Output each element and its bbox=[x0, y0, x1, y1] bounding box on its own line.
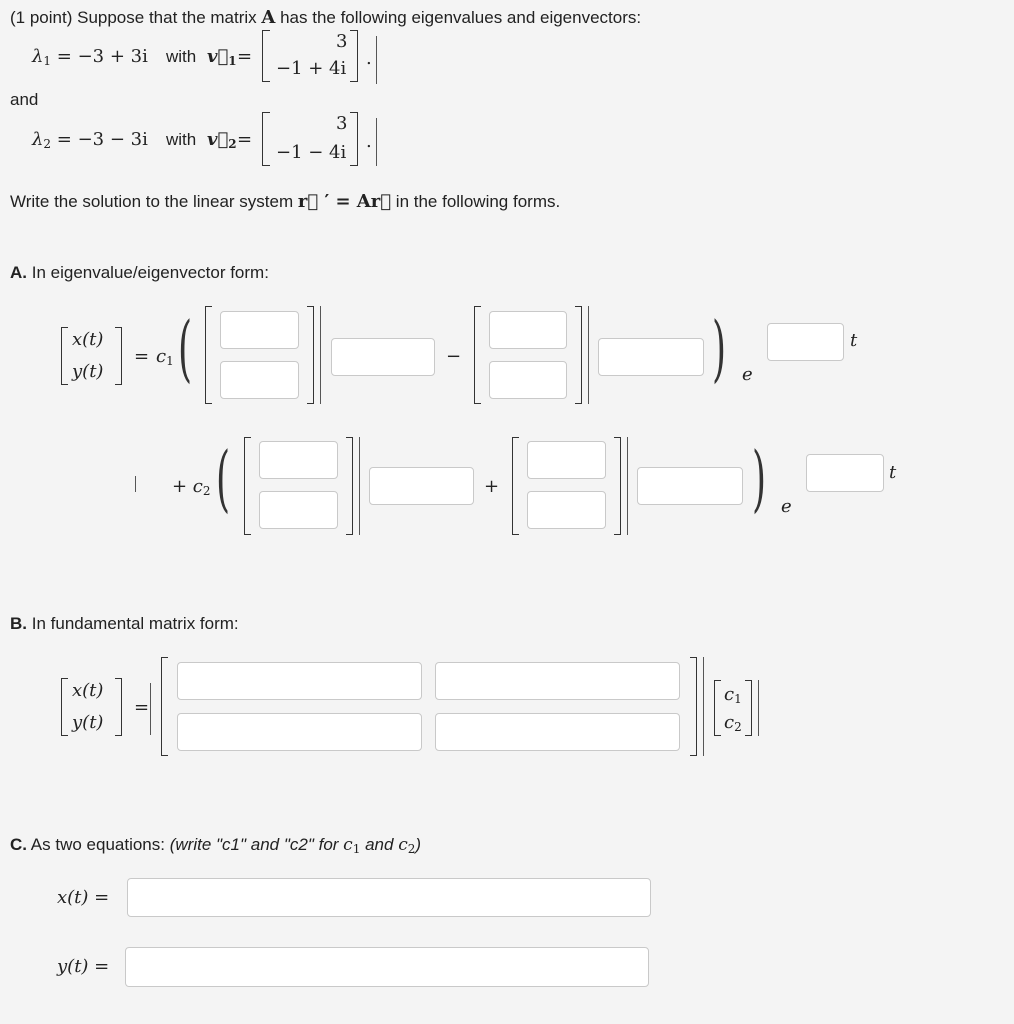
cursor-mark bbox=[588, 306, 589, 404]
with-label-2: with bbox=[166, 130, 197, 149]
part-a-row2-close-paren: ) bbox=[752, 439, 767, 521]
part-a-row1-exp-t: t bbox=[850, 330, 858, 351]
part-a-row1-vec1-left-bracket bbox=[205, 306, 212, 404]
system-equation: r⃗ ′ = Ar⃗ bbox=[297, 191, 392, 212]
part-a-row1-open-paren: ( bbox=[178, 309, 193, 391]
part-a-row1-vec2-right-bracket bbox=[575, 306, 582, 404]
part-a-row1-func2-input[interactable] bbox=[598, 338, 704, 376]
point-label: (1 point) bbox=[10, 8, 73, 27]
part-a-row1-vec2-bottom-input[interactable] bbox=[489, 361, 567, 399]
part-b-heading: B. In fundamental matrix form: bbox=[10, 614, 239, 633]
part-a-row2-vec2-top-input[interactable] bbox=[527, 441, 606, 479]
eigenvector-1-right-bracket bbox=[350, 30, 358, 82]
part-a-lhs-left-bracket bbox=[61, 327, 68, 385]
part-a-lhs-x: x(t) bbox=[72, 329, 104, 350]
part-a-row1-exponent-input[interactable] bbox=[767, 323, 844, 361]
eigenvector-2-bottom: −1 − 4i bbox=[276, 142, 347, 163]
eigenvector-2-left-bracket bbox=[262, 112, 270, 166]
part-b-matrix-left-bracket bbox=[161, 657, 168, 756]
part-a-lhs-right-bracket bbox=[115, 327, 122, 385]
eigenvector-2-top: 3 bbox=[336, 113, 348, 134]
eigenvalue-2-value: = −3 − 3i bbox=[56, 129, 148, 150]
part-b-eq: = bbox=[134, 697, 150, 718]
part-a-row2-vec1-left-bracket bbox=[244, 437, 251, 535]
cursor-mark bbox=[627, 437, 628, 535]
cursor-mark bbox=[320, 306, 321, 404]
part-a-lhs-y: y(t) bbox=[72, 361, 104, 382]
eigenvalue-1: $\lambda_1 = -3 + 3i$ bbox=[32, 46, 148, 68]
cursor-mark bbox=[376, 118, 377, 166]
with-label-1: with bbox=[166, 47, 197, 66]
part-b-matrix-right-bracket bbox=[690, 657, 697, 756]
part-c-heading: C. As two equations: (write "c1" and "c2" for $c_1$ and $c_2$) bbox=[10, 835, 422, 856]
part-a-c1: $c_1$ bbox=[156, 346, 174, 368]
part-c-x-input[interactable] bbox=[127, 878, 651, 917]
part-a-row2-func1-input[interactable] bbox=[369, 467, 474, 505]
part-a-row2-exponent-input[interactable] bbox=[806, 454, 884, 492]
eigenvector-1-period: . bbox=[366, 48, 372, 69]
part-a-row1-exp-e: e bbox=[742, 364, 753, 385]
part-a-row2-exp-t: t bbox=[889, 462, 897, 483]
cursor-mark bbox=[359, 437, 360, 535]
cursor-mark bbox=[703, 657, 704, 756]
part-c-x-label: x(t) = bbox=[57, 887, 110, 908]
part-a-row1-vec1-top-input[interactable] bbox=[220, 311, 299, 349]
part-c-y-label: y(t) = bbox=[57, 956, 110, 977]
eigenvector-2-period: . bbox=[366, 131, 372, 152]
part-a-row2-vec2-left-bracket bbox=[512, 437, 519, 535]
part-b-lhs-right-bracket bbox=[115, 678, 122, 736]
part-a-row1-vec1-bottom-input[interactable] bbox=[220, 361, 299, 399]
eigenvector-1-eq: = bbox=[237, 46, 253, 67]
part-b-matrix-r1c1-input[interactable] bbox=[177, 662, 422, 700]
cursor-mark bbox=[135, 476, 136, 492]
part-a-c2: + $c_2$ bbox=[172, 476, 211, 498]
part-a-row2-exp-e: e bbox=[781, 496, 792, 517]
part-b-c-vector-right-bracket bbox=[745, 680, 752, 736]
part-b-matrix-r2c2-input[interactable] bbox=[435, 713, 680, 751]
eigenvector-1-top: 3 bbox=[336, 31, 348, 52]
eigenvector-1-left-bracket bbox=[262, 30, 270, 82]
part-a-row2-vec1-bottom-input[interactable] bbox=[259, 491, 338, 529]
part-a-row1-func1-input[interactable] bbox=[331, 338, 435, 376]
part-a-row2-vec1-top-input[interactable] bbox=[259, 441, 338, 479]
eigenvector-1-symbol: $v⃗_1$ bbox=[207, 46, 237, 68]
part-a-row2-vec1-right-bracket bbox=[346, 437, 353, 535]
eigenvector-2-eq: = bbox=[237, 129, 253, 150]
part-b-c-vector-left-bracket bbox=[714, 680, 721, 736]
eigenvalue-1-value: = −3 + 3i bbox=[56, 46, 148, 67]
eigenvector-1-bottom: −1 + 4i bbox=[276, 58, 347, 79]
eigenvector-2-right-bracket bbox=[350, 112, 358, 166]
part-c-hint: (write "c1" and "c2" for $c_1$ and $c_2$) bbox=[169, 835, 422, 856]
part-a-eq: = bbox=[134, 346, 150, 367]
eigenvector-2-symbol: $v⃗_2$ bbox=[207, 129, 237, 151]
part-a-row2-vec2-bottom-input[interactable] bbox=[527, 491, 606, 529]
part-a-row1-vec1-right-bracket bbox=[307, 306, 314, 404]
part-b-c1: $c_1$ bbox=[724, 684, 742, 706]
part-b-matrix-r2c1-input[interactable] bbox=[177, 713, 422, 751]
and-label: and bbox=[10, 90, 39, 109]
part-a-heading: A. In eigenvalue/eigenvector form: bbox=[10, 263, 269, 282]
cursor-mark bbox=[376, 36, 377, 84]
matrix-symbol: A bbox=[261, 7, 276, 28]
part-a-row1-vec2-left-bracket bbox=[474, 306, 481, 404]
part-a-row2-plus: + bbox=[484, 476, 500, 497]
part-a-row2-vec2-right-bracket bbox=[614, 437, 621, 535]
part-a-row1-vec2-top-input[interactable] bbox=[489, 311, 567, 349]
cursor-mark bbox=[150, 683, 151, 735]
part-a-row1-close-paren: ) bbox=[712, 309, 727, 391]
intro-sentence-end: has the following eigenvalues and eigenvectors: bbox=[280, 8, 642, 27]
part-b-matrix-r1c2-input[interactable] bbox=[435, 662, 680, 700]
eigenvalue-2: $\lambda_2 = -3 - 3i$ bbox=[32, 129, 148, 151]
part-a-row2-func2-input[interactable] bbox=[637, 467, 743, 505]
part-a-row2-open-paren: ( bbox=[216, 439, 231, 521]
part-b-lhs-x: x(t) bbox=[72, 680, 104, 701]
instruction-line: Write the solution to the linear system r⃗ ′ = Ar⃗ in the following forms. bbox=[10, 191, 561, 212]
part-b-lhs-left-bracket bbox=[61, 678, 68, 736]
intro-line bbox=[10, 7, 641, 28]
part-b-lhs-y: y(t) bbox=[72, 712, 104, 733]
part-a-row1-minus: − bbox=[446, 346, 462, 367]
part-b-c2: $c_2$ bbox=[724, 712, 742, 734]
part-c-y-input[interactable] bbox=[125, 947, 649, 987]
cursor-mark bbox=[758, 680, 759, 736]
intro-sentence: Suppose that the matrix bbox=[77, 8, 257, 27]
